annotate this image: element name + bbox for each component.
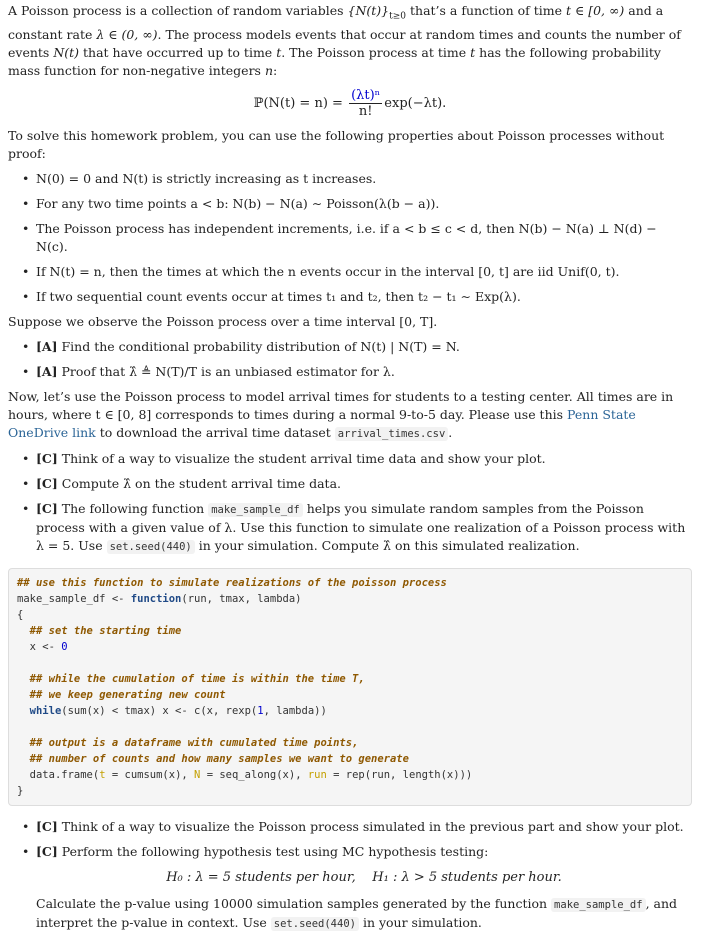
code-text: make_sample_df <- — [17, 592, 131, 605]
task-tag: [C] — [36, 475, 58, 491]
list-item: • For any two time points a < b: N(b) − N(a) ∼ Poisson(λ(b − a)). — [36, 195, 692, 213]
code-argname: t — [99, 768, 106, 781]
task-tag: [C] — [36, 818, 58, 834]
intro-math: {N(t)} — [347, 3, 390, 18]
intro-text: that have occurred up to time — [79, 44, 277, 60]
tasks-list-2 — [8, 818, 692, 933]
intro-math-sub: t≥0 — [389, 11, 407, 22]
list-item: • N(0) = 0 and N(t) is strictly increasing as t increases. — [36, 170, 692, 188]
code-comment: ## while the cumulation of time is within the time T, — [29, 672, 365, 685]
task-tag: [A] — [36, 363, 58, 379]
list-item — [36, 450, 692, 468]
task-tag: [C] — [36, 500, 58, 516]
intro-paragraph — [8, 2, 692, 80]
pmf-lhs: ℙ(N(t) = n) = — [253, 95, 348, 111]
code-number: 0 — [61, 640, 68, 653]
intro-text: and a constant rate — [8, 3, 664, 42]
code-text: (run, tmax, lambda) — [181, 592, 302, 605]
final-text: in your simulation. — [358, 914, 482, 930]
intro-text: . The Poisson process at time — [281, 44, 471, 60]
code-comment: ## we keep generating new count — [29, 688, 226, 701]
list-item — [36, 338, 692, 356]
dataset-filename: arrival_times.csv — [335, 427, 448, 441]
list-item — [36, 500, 692, 556]
tasks-list-1 — [8, 450, 692, 556]
pmf-equation — [8, 88, 692, 119]
code-comment: ## use this function to simulate realizations of the poisson process — [17, 576, 447, 589]
code-argname: run — [307, 768, 327, 781]
null-hypothesis: H₀ : λ = 5 students per hour, — [166, 869, 356, 885]
code-number: 1 — [257, 704, 264, 717]
intro-text: that’s a function of time — [406, 3, 566, 18]
task-text: Find the conditional probability distribution of N(t) | N(T) = N. — [57, 338, 460, 354]
list-item — [36, 475, 692, 493]
function-name: make_sample_df — [208, 503, 303, 517]
code-text: } — [17, 784, 24, 797]
intro-math: n — [264, 62, 274, 78]
task-text: Think of a way to visualize the student arrival time data and show your plot. — [57, 450, 546, 466]
intro-math: λ ∈ (0, ∞) — [96, 26, 158, 42]
list-item — [36, 818, 692, 836]
code-text: data.frame( — [29, 768, 100, 781]
list-item — [36, 363, 692, 381]
code-comment: ## number of counts and how many samples we want to generate — [29, 752, 409, 765]
code-keyword: function — [130, 592, 182, 605]
pmf-fraction — [349, 88, 382, 119]
code-comment: ## output is a dataframe with cumulated time points, — [29, 736, 359, 749]
alt-hypothesis: H₁ : λ > 5 students per hour. — [372, 869, 562, 885]
function-name: make_sample_df — [551, 898, 646, 912]
code-keyword: while — [29, 704, 62, 717]
list-item: • If two sequential count events occur at times t₁ and t₂, then t₂ − t₁ ∼ Exp(λ). — [36, 288, 692, 306]
model-text: . — [448, 424, 453, 440]
task-text: Proof that λ̂ ≜ N(T)/T is an unbiased estimator for λ. — [57, 363, 395, 379]
code-text: (sum(x) < tmax) x <- c(x, rexp( — [61, 704, 258, 717]
intro-math: t — [470, 44, 476, 60]
code-text: = seq_along(x), — [200, 768, 308, 781]
code-comment: ## set the starting time — [29, 624, 182, 637]
task-tag: [A] — [36, 338, 58, 354]
homework-page — [8, 0, 692, 940]
task-text: Perform the following hypothesis test using MC hypothesis testing: — [57, 843, 489, 859]
properties-list — [8, 170, 692, 306]
code-block[interactable] — [8, 568, 692, 806]
intro-text: . The process models events that occur at random times and counts the number of events — [8, 26, 681, 60]
intro-math: t ∈ [0, ∞) — [566, 3, 625, 18]
model-text: Now, let’s use the Poisson process to model arrival times for students to a testing center. All times are in hours, where t ∈ [0, 8] corresponds to times during a normal 9-to-5 day. Please use this — [8, 388, 674, 422]
pmf-denominator: n! — [358, 103, 373, 119]
intro-text: : — [273, 62, 278, 78]
intro-math: N(t) — [53, 44, 80, 60]
model-text: to download the arrival time dataset — [95, 424, 335, 440]
task-text: in your simulation. Compute λ̂ on this simulated realization. — [194, 537, 580, 553]
model-paragraph — [8, 388, 692, 443]
final-text: Calculate the p-value using 10000 simulation samples generated by the function — [36, 895, 552, 911]
code-argname: N — [194, 768, 201, 781]
final-paragraph — [36, 895, 692, 933]
pmf-numerator: (λt)ⁿ — [351, 87, 381, 103]
task-text: Compute λ̂ on the student arrival time data. — [57, 475, 342, 491]
task-text: helps you simulate random samples from the Poisson process with a given value of λ. Use this function to simulate one realization of a Poisson process with λ = 5. Use — [36, 500, 686, 553]
task-tag: [C] — [36, 843, 58, 859]
code-text: { — [17, 608, 24, 621]
list-item: • The Poisson process has independent increments, i.e. if a < b ≤ c < d, then N(b) − N(a) ⊥ N(d) − N(c). — [36, 220, 692, 256]
task-text: Think of a way to visualize the Poisson process simulated in the previous part and show your plot. — [57, 818, 684, 834]
onedrive-link[interactable]: Penn State OneDrive link — [8, 406, 636, 440]
list-item — [36, 843, 692, 933]
task-tag: [C] — [36, 450, 58, 466]
intro-math: t — [276, 44, 282, 60]
seed-code: set.seed(440) — [107, 540, 195, 554]
hypotheses — [36, 869, 692, 887]
code-text: x <- — [29, 640, 62, 653]
code-text: , lambda)) — [263, 704, 327, 717]
code-text: = rep(run, length(x))) — [326, 768, 473, 781]
seed-code: set.seed(440) — [271, 917, 359, 931]
code-text: = cumsum(x), — [105, 768, 195, 781]
task-text: The following function — [57, 500, 209, 516]
final-text: , and interpret the p-value in context. Use — [36, 895, 678, 930]
intro-text: has the following probability mass function for non-negative integers — [8, 44, 661, 78]
intro-text: A Poisson process is a collection of random variables — [8, 3, 348, 18]
observe-paragraph: Suppose we observe the Poisson process over a time interval [0, T]. — [8, 313, 438, 329]
list-item: • If N(t) = n, then the times at which the n events occur in the interval [0, t] are iid Unif(0, t). — [36, 263, 692, 281]
observe-list — [8, 338, 692, 381]
properties-lead: To solve this homework problem, you can use the following properties about Poisson processes without proof: — [8, 127, 665, 161]
pmf-rhs: exp(−λt). — [384, 95, 447, 111]
